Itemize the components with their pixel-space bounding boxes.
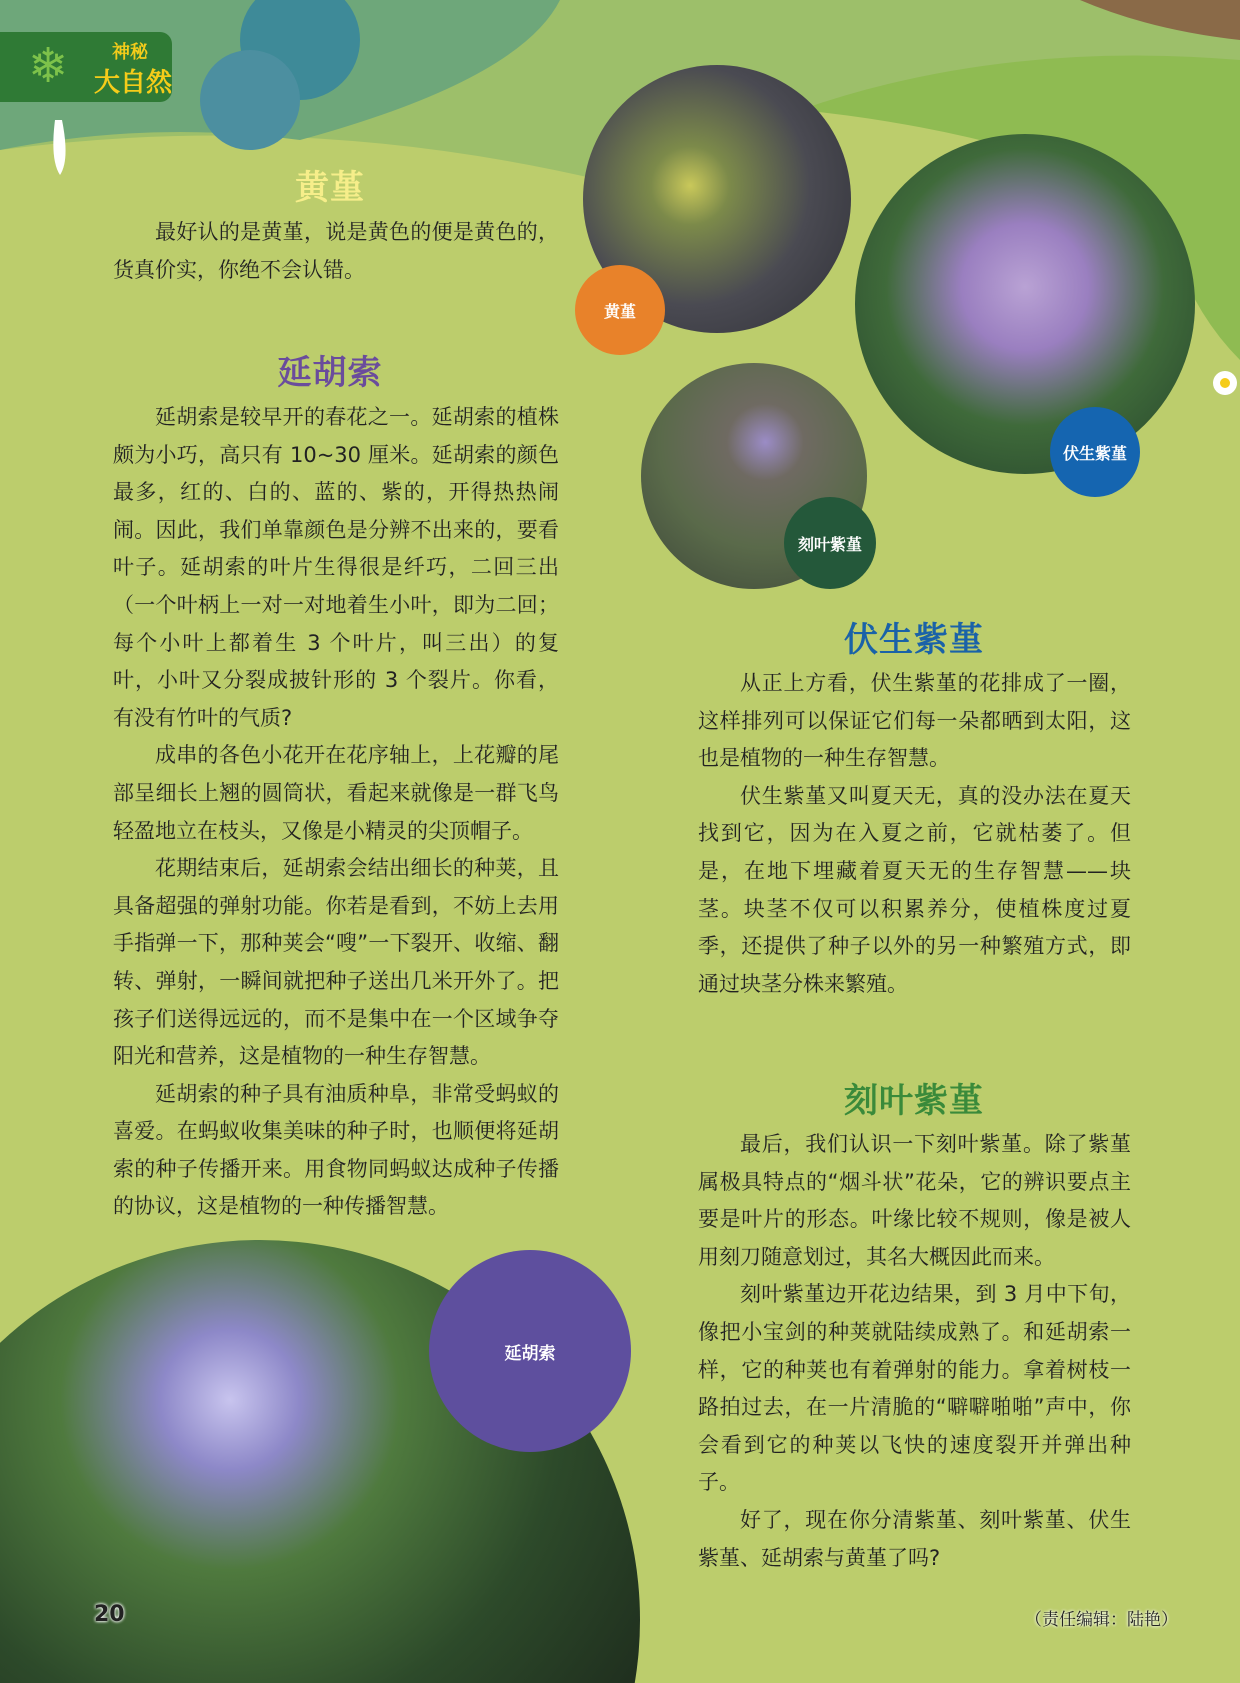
photo-label-keyezijin: 刻叶紫堇 xyxy=(784,497,876,589)
paragraph: 花期结束后，延胡索会结出细长的种荚，且具备超强的弹射功能。你若是看到，不妨上去用手指弹一下，那种荚会“嗖”一下裂开、收缩、翻转、弹射，一瞬间就把种子送出几米开外了。把孩子们送得远远的，而不是集中在一个区域争夺阳光和营养，这是植物的一种生存智慧。 xyxy=(113,856,559,1069)
section-body-fushengzijin xyxy=(698,665,1131,1003)
section-body-keyezijin xyxy=(698,1126,1131,1577)
section-body-yanhusuo xyxy=(113,399,559,1226)
paragraph: 最后，我们认识一下刻叶紫堇。除了紫堇属极具特点的“烟斗状”花朵，它的辨识要点主要是叶片的形态。叶缘比较不规则，像是被人用刻刀随意划过，其名大概因此而来。 xyxy=(698,1132,1131,1269)
column-logo xyxy=(0,32,172,102)
photo-label-yanhusuo: 延胡索 xyxy=(429,1250,631,1452)
section-body-huangjin xyxy=(113,214,559,289)
photo-fushengzijin xyxy=(855,134,1195,474)
snowflake-icon: ❄ xyxy=(28,38,69,94)
paragraph: 从正上方看，伏生紫堇的花排成了一圈，这样排列可以保证它们每一朵都晒到太阳，这也是植物的一种生存智慧。 xyxy=(698,671,1131,771)
section-title-keyezijin: 刻叶紫堇 xyxy=(844,1081,984,1121)
paragraph: 伏生紫堇又叫夏天无，真的没办法在夏天找到它，因为在入夏之前，它就枯萎了。但是，在地下埋藏着夏天无的生存智慧——块茎。块茎不仅可以积累养分，使植株度过夏季，还提供了种子以外的另一种繁殖方式，即通过块茎分株来繁殖。 xyxy=(698,783,1131,996)
photo-label-fushengzijin: 伏生紫堇 xyxy=(1050,407,1140,497)
logo-line1: 神秘 xyxy=(112,42,148,63)
paragraph: 好了，现在你分清紫堇、刻叶紫堇、伏生紫堇、延胡索与黄堇了吗? xyxy=(698,1507,1131,1570)
paragraph: 延胡索是较早开的春花之一。延胡索的植株颇为小巧，高只有 10~30 厘米。延胡索的颜色最多，红的、白的、蓝的、紫的，开得热热闹闹。因此，我们单靠颜色是分辨不出来的，要看叶子。延胡索的叶片生得很是纤巧，二回三出（一个叶柄上一对一对地着生小叶，即为二回；每个小叶上都着生 3 个叶片，叫三出）的复叶，小叶又分裂成披针形的 3 个裂片。你看，有没有竹叶的气质? xyxy=(113,405,559,730)
paragraph: 成串的各色小花开在花序轴上，上花瓣的尾部呈细长上翘的圆筒状，看起来就像是一群飞鸟轻盈地立在枝头，又像是小精灵的尖顶帽子。 xyxy=(113,743,559,843)
photo-label-huangjin: 黄堇 xyxy=(575,265,665,355)
paragraph: 最好认的是黄堇，说是黄色的便是黄色的，货真价实，你绝不会认错。 xyxy=(113,220,559,282)
section-title-fushengzijin: 伏生紫堇 xyxy=(844,620,984,660)
logo-line2: 大自然 xyxy=(94,68,173,98)
section-title-huangjin: 黄堇 xyxy=(295,168,365,208)
paragraph: 延胡索的种子具有油质种阜，非常受蚂蚁的喜爱。在蚂蚁收集美味的种子时，也顺便将延胡索的种子传播开来。用食物同蚂蚁达成种子传播的协议，这是植物的一种传播智慧。 xyxy=(113,1081,559,1219)
page-number: 20 xyxy=(94,1602,125,1627)
paragraph: 刻叶紫堇边开花边结果，到 3 月中下旬，像把小宝剑的种荚就陆续成熟了。和延胡索一样，它的种荚也有着弹射的能力。拿着树枝一路拍过去，在一片清脆的“噼噼啪啪”声中，你会看到它的种荚以飞快的速度裂开并弹出种子。 xyxy=(698,1282,1131,1495)
editor-credit: （责任编辑：陆艳） xyxy=(1025,1610,1178,1630)
section-title-yanhusuo: 延胡索 xyxy=(277,353,383,393)
